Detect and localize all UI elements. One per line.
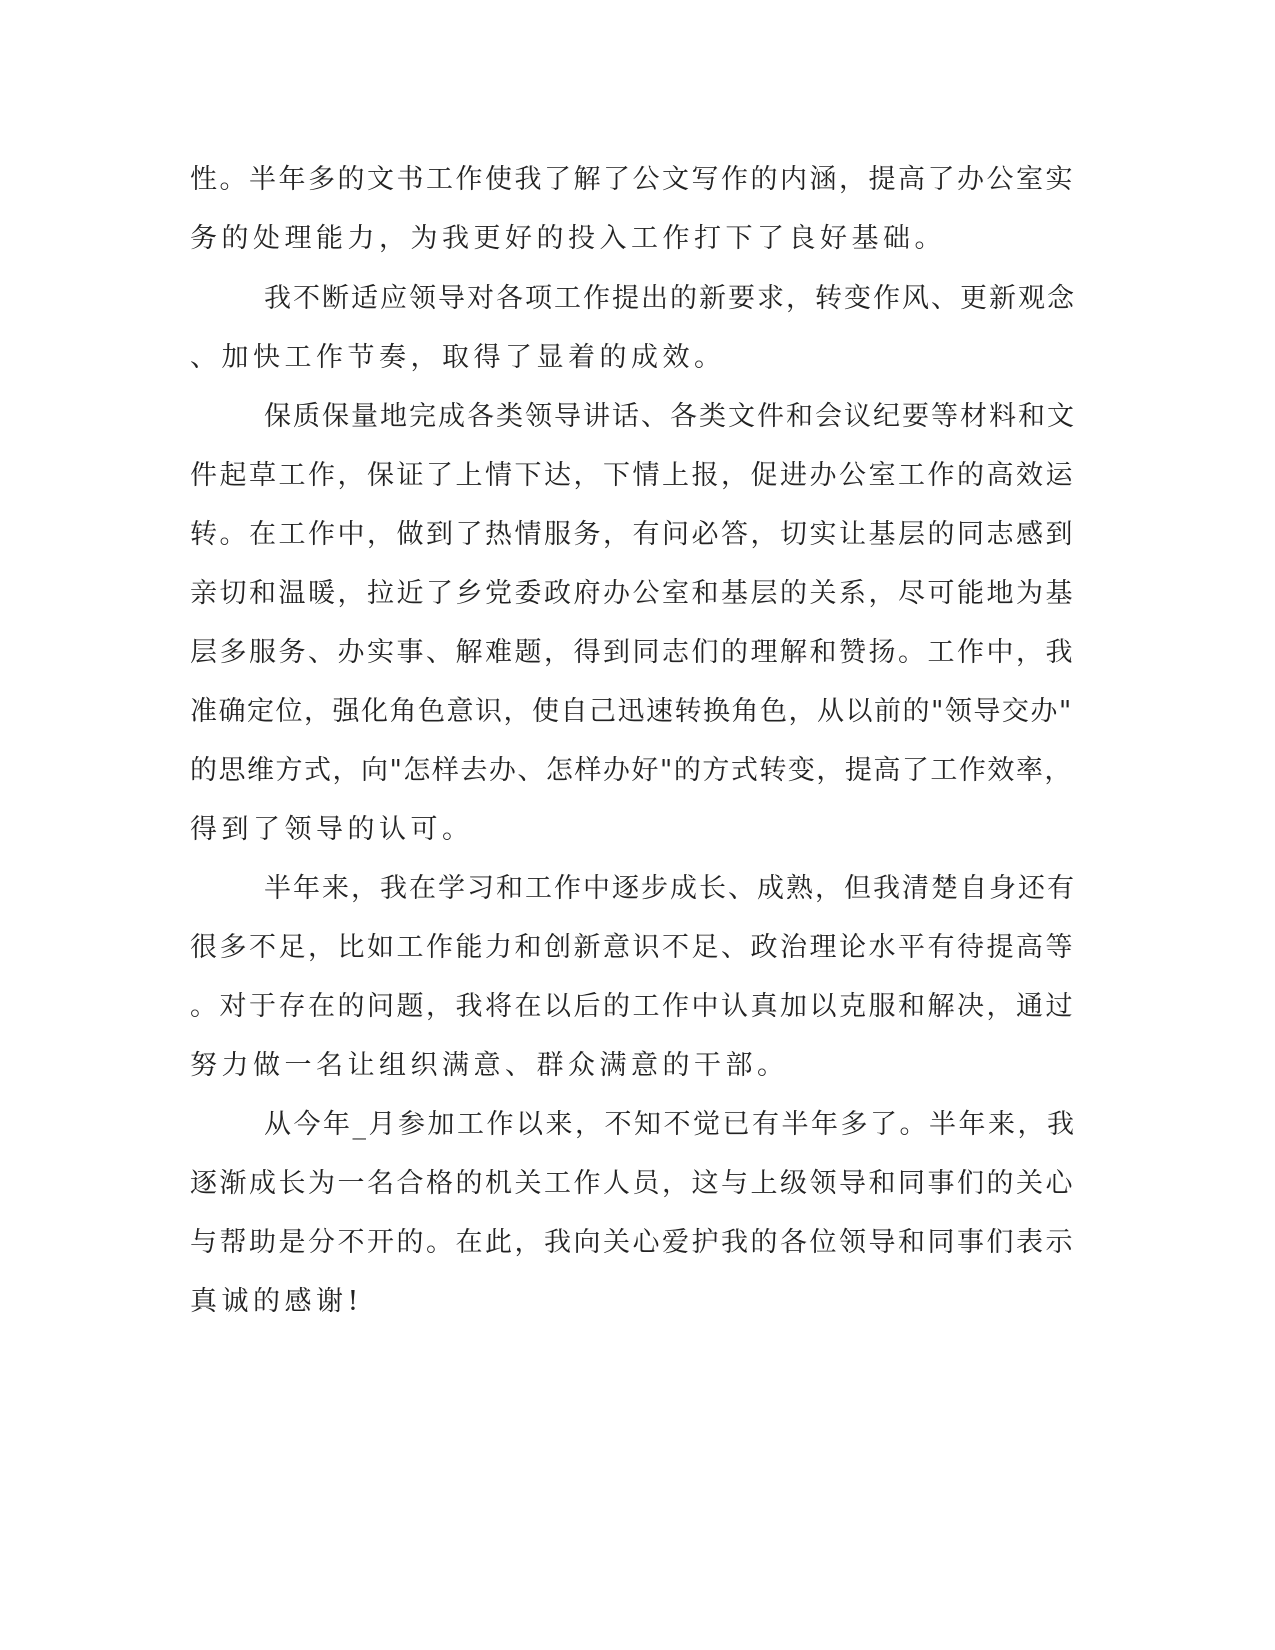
text-line: 。对于存在的问题，我将在以后的工作中认真加以克服和解决，通过: [190, 991, 1075, 1022]
text-line: 务的处理能力，为我更好的投入工作打下了良好基础。: [190, 223, 946, 254]
paragraph-first-line: 保质保量地完成各类领导讲话、各类文件和会议纪要等材料和文: [264, 401, 1076, 432]
text-line: 的思维方式，向"怎样去办、怎样办好"的方式转变，提高了工作效率，: [190, 755, 1073, 786]
paragraph-first-line: 半年来，我在学习和工作中逐步成长、成熟，但我清楚自身还有: [264, 873, 1076, 904]
text-line: 得到了领导的认可。: [190, 814, 474, 845]
text-line: 亲切和温暖，拉近了乡党委政府办公室和基层的关系，尽可能地为基: [190, 578, 1075, 609]
text-line: 性。半年多的文书工作使我了解了公文写作的内涵，提高了办公室实: [190, 164, 1075, 195]
paragraph-first-line: 我不断适应领导对各项工作提出的新要求，转变作风、更新观念: [264, 283, 1076, 314]
text-line: 件起草工作，保证了上情下达，下情上报，促进办公室工作的高效运: [190, 460, 1075, 491]
text-line: 很多不足，比如工作能力和创新意识不足、政治理论水平有待提高等: [190, 932, 1075, 963]
text-line: 努力做一名让组织满意、群众满意的干部。: [190, 1050, 789, 1081]
text-line: 真诚的感谢!: [190, 1286, 363, 1317]
text-line: 逐渐成长为一名合格的机关工作人员，这与上级领导和同事们的关心: [190, 1168, 1075, 1199]
paragraph-first-line: 从今年_月参加工作以来，不知不觉已有半年多了。半年来，我: [264, 1109, 1077, 1140]
text-line: 转。在工作中，做到了热情服务，有问必答，切实让基层的同志感到: [190, 519, 1075, 550]
text-line: 、加快工作节奏，取得了显着的成效。: [190, 342, 726, 373]
text-line: 与帮助是分不开的。在此，我向关心爱护我的各位领导和同事们表示: [190, 1227, 1075, 1258]
text-line: 准确定位，强化角色意识，使自己迅速转换角色，从以前的"领导交办": [190, 696, 1073, 727]
text-line: 层多服务、办实事、解难题，得到同志们的理解和赞扬。工作中，我: [190, 637, 1075, 668]
